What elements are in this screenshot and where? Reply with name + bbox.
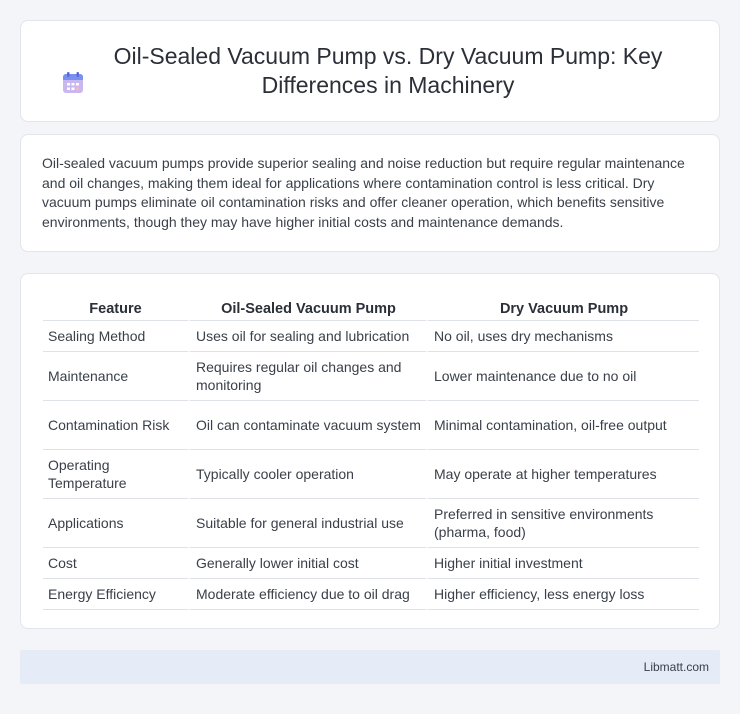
summary-card: [20, 134, 720, 252]
table-cell: Cost: [43, 548, 188, 579]
calendar-icon: [60, 70, 86, 96]
header-feature: Feature: [43, 296, 188, 321]
table-cell: Energy Efficiency: [43, 579, 188, 610]
table-cell: Higher efficiency, less energy loss: [426, 579, 699, 610]
table-cell: No oil, uses dry mechanisms: [426, 321, 699, 352]
title-card: [20, 20, 720, 122]
table-cell: Lower maintenance due to no oil: [426, 352, 699, 401]
table-cell: Minimal contamination, oil-free output: [426, 401, 699, 450]
table-cell: Preferred in sensitive environments (pharma, food): [426, 499, 699, 548]
table-cell: Moderate efficiency due to oil drag: [188, 579, 426, 610]
footer-site-link[interactable]: Libmatt.com: [643, 660, 709, 674]
table-row: [43, 579, 699, 610]
summary-text: Oil-sealed vacuum pumps provide superior sealing and noise reduction but require regular maintenance and oil changes, making them ideal for applications where contamination control is less critical. Dry vacuum pumps eliminate oil contamination risks and offer cleaner operation, which benefits sensitive environments, though they may have higher initial costs and maintenance demands.: [42, 155, 685, 230]
header-dry: Dry Vacuum Pump: [426, 296, 699, 321]
table-cell: Applications: [43, 499, 188, 548]
header-oil-sealed: Oil-Sealed Vacuum Pump: [188, 296, 426, 321]
page-title: Oil-Sealed Vacuum Pump vs. Dry Vacuum Pump: Key Differences in Machinery: [113, 43, 663, 98]
comparison-table: [43, 296, 699, 610]
table-cell: Contamination Risk: [43, 401, 188, 450]
table-cell: Operating Temperature: [43, 450, 188, 499]
title-wrap: [50, 42, 690, 100]
comparison-card: [20, 273, 720, 629]
footer: [20, 650, 720, 684]
table-row: [43, 548, 699, 579]
table-row: [43, 321, 699, 352]
table-header-row: [43, 296, 699, 321]
table-cell: Suitable for general industrial use: [188, 499, 426, 548]
table-cell: Uses oil for sealing and lubrication: [188, 321, 426, 352]
table-cell: Higher initial investment: [426, 548, 699, 579]
table-cell: Oil can contaminate vacuum system: [188, 401, 426, 450]
table-row: [43, 401, 699, 450]
table-cell: Typically cooler operation: [188, 450, 426, 499]
table-cell: Sealing Method: [43, 321, 188, 352]
table-row: [43, 450, 699, 499]
table-cell: Maintenance: [43, 352, 188, 401]
table-cell: Requires regular oil changes and monitoring: [188, 352, 426, 401]
table-row: [43, 499, 699, 548]
table-cell: May operate at higher temperatures: [426, 450, 699, 499]
table-row: [43, 352, 699, 401]
table-cell: Generally lower initial cost: [188, 548, 426, 579]
